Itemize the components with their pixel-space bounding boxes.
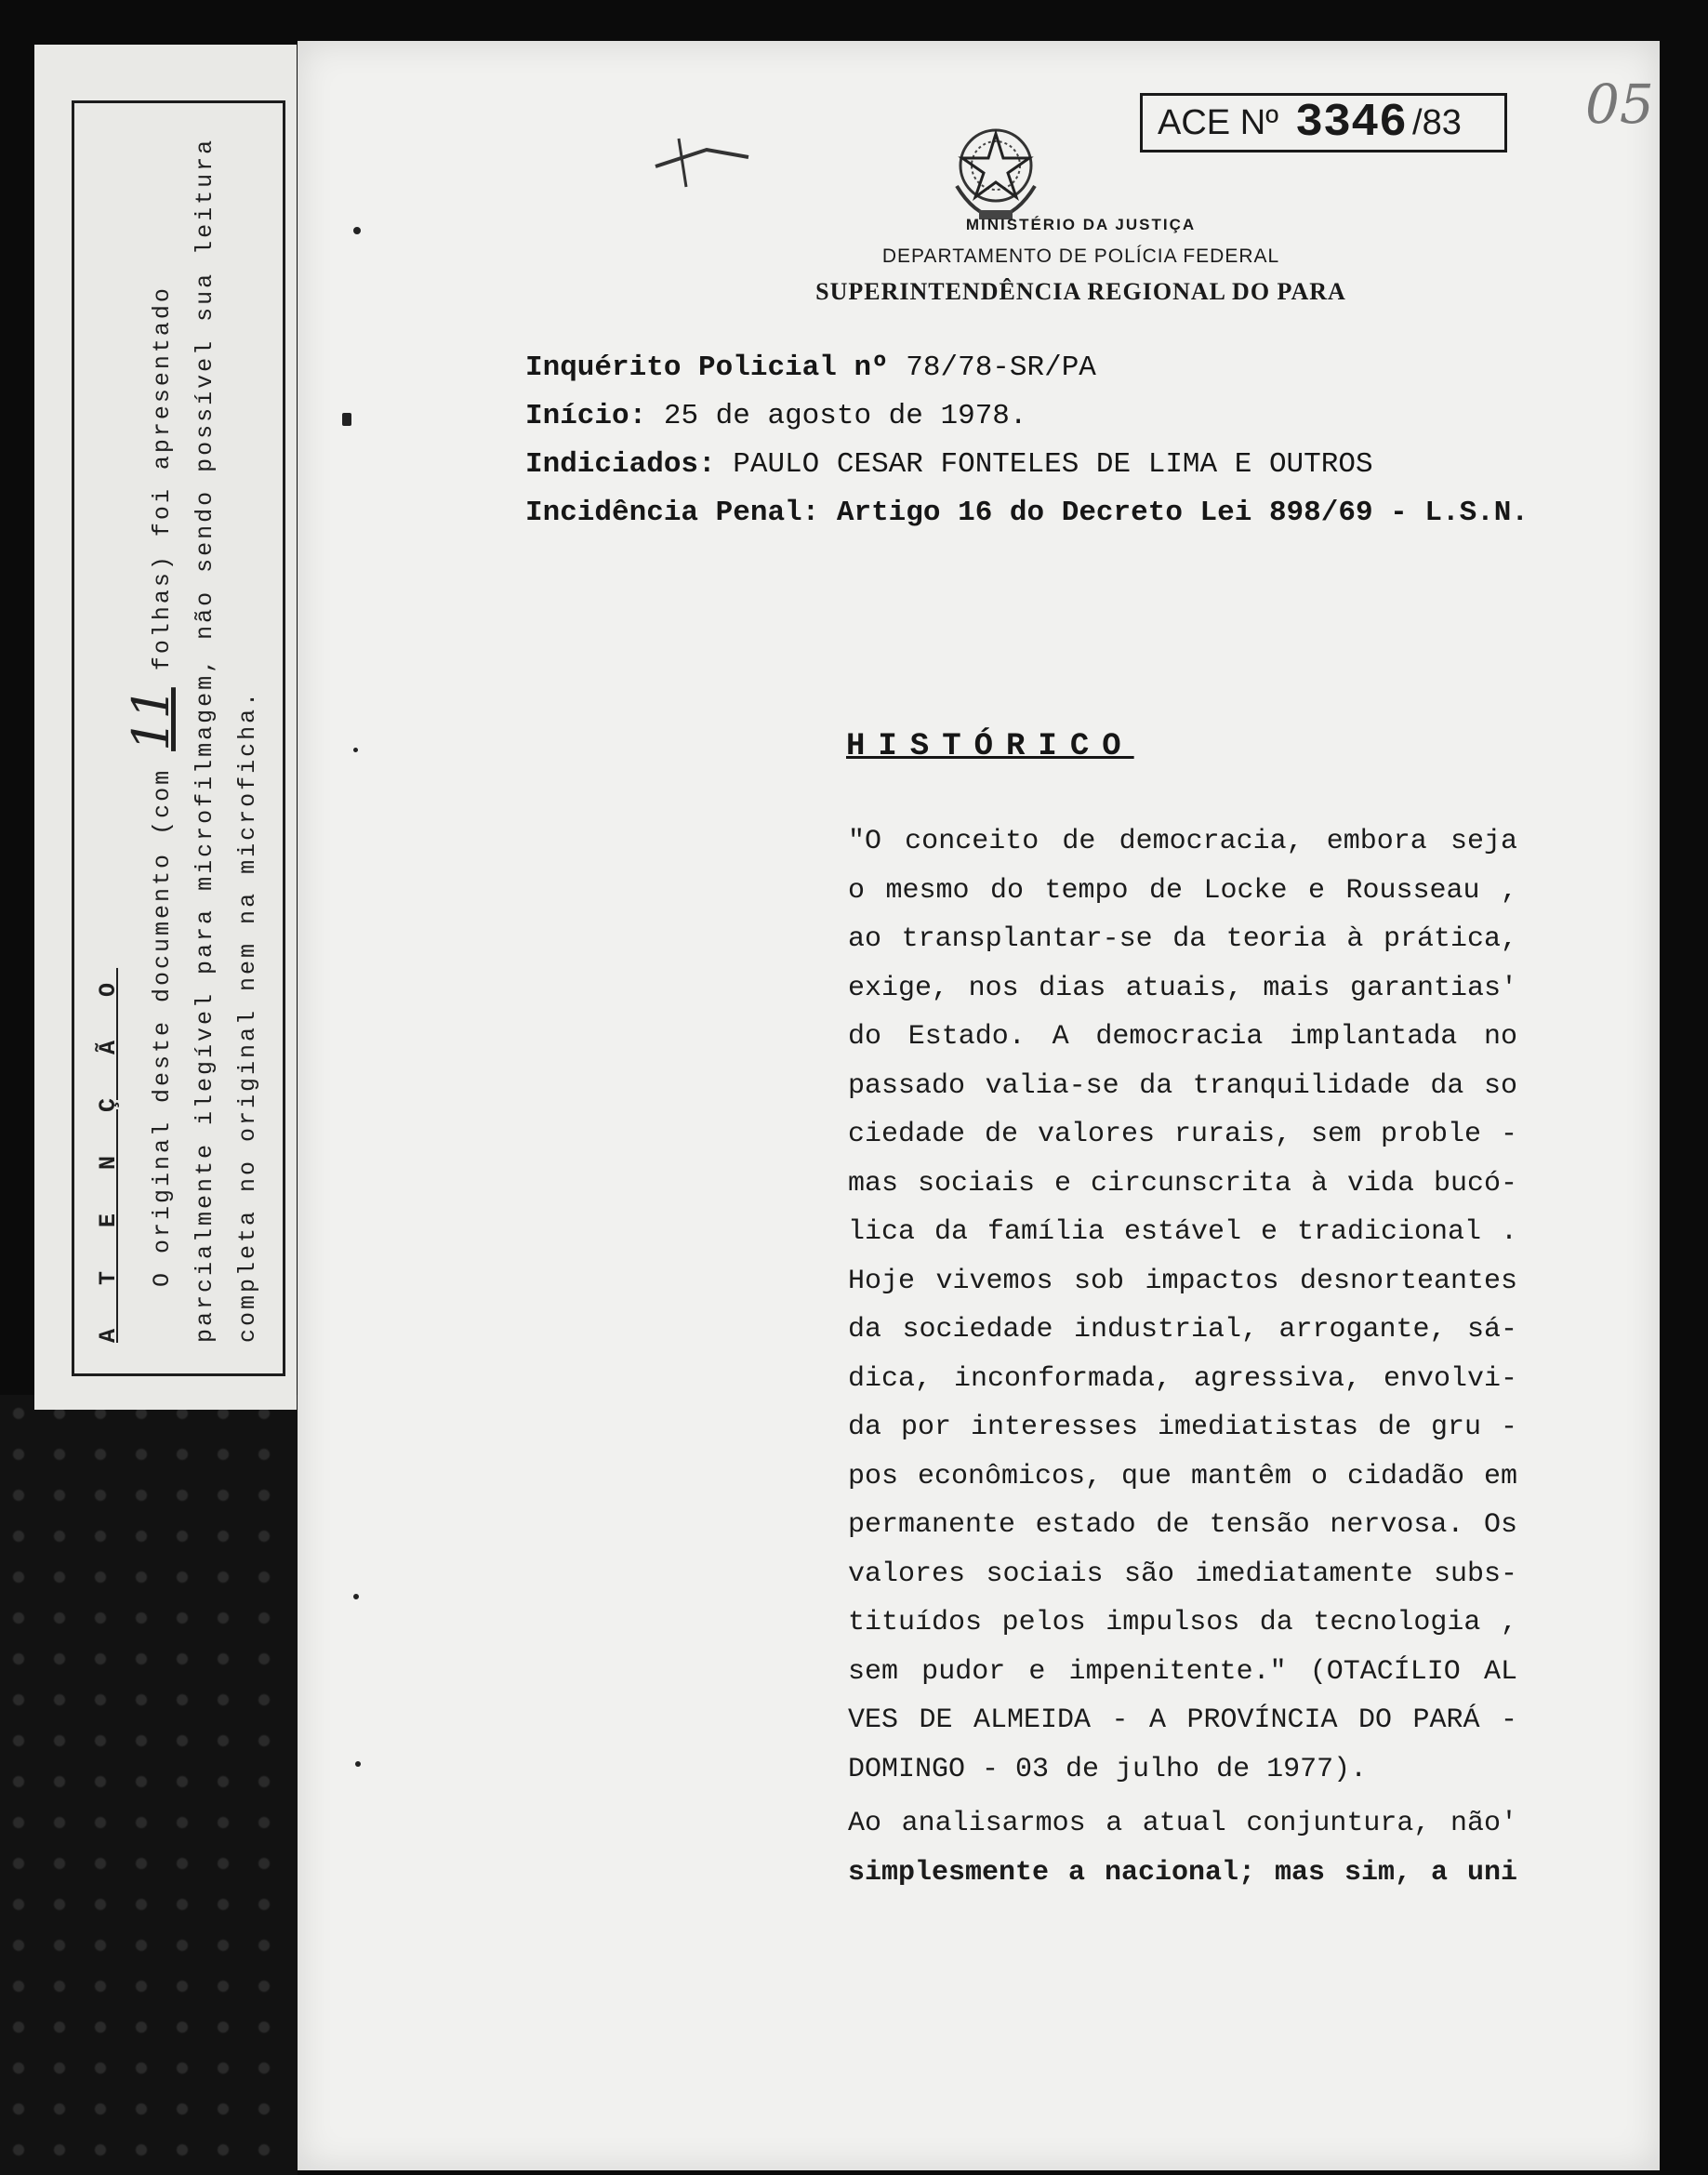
punch-mark (353, 227, 361, 234)
body-line: do Estado. A democracia implantada no (848, 1021, 1517, 1053)
body-line: mas sociais e circunscrita à vida bucó- (848, 1167, 1517, 1200)
brazil-coat-of-arms-icon (946, 121, 1046, 225)
historico-text (848, 817, 1517, 1897)
attention-line3: completa no original nem na microficha. (234, 689, 261, 1343)
body-line: dica, inconformada, agressiva, envolvi- (848, 1362, 1517, 1395)
attention-title: A T E N Ç Ã O (95, 967, 122, 1343)
punch-mark (342, 413, 351, 426)
accused-line (525, 441, 1529, 489)
body-line: permanente estado de tensão nervosa. Os (848, 1509, 1517, 1541)
punch-mark (353, 1594, 359, 1599)
microfiche-border (0, 1395, 298, 2175)
attention-slip-text (87, 134, 270, 1343)
attention-slip (34, 45, 297, 1410)
start-date-line (525, 392, 1529, 441)
body-line: simplesmente a nacional; mas sim, a uni (848, 1856, 1517, 1889)
ace-number: 3346 (1295, 96, 1408, 150)
start-label: Início: (525, 400, 647, 432)
inquiry-value: 78/78-SR/PA (906, 351, 1096, 384)
body-line: "O conceito de democracia, embora seja (848, 826, 1517, 857)
accused-label: Indiciados: (525, 448, 716, 481)
body-line: DOMINGO - 03 de julho de 1977). (848, 1753, 1368, 1785)
body-line: exige, nos dias atuais, mais garantias' (848, 972, 1517, 1004)
attention-line1-start: O original deste documento (com (149, 767, 176, 1287)
pen-marks (651, 129, 753, 194)
ace-year: /83 (1412, 102, 1462, 142)
penal-line (525, 489, 1529, 537)
body-line: Hoje vivemos sob impactos desnorteantes (848, 1265, 1517, 1297)
ministry-title: MINISTÉRIO DA JUSTIÇA (965, 216, 1197, 233)
case-info (525, 344, 1529, 537)
superintendence-title: SUPERINTENDÊNCIA REGIONAL DO PARA (815, 278, 1346, 305)
body-line: ciedade de valores rurais, sem proble - (848, 1119, 1517, 1150)
attention-line2: parcialmente ilegível para microfilmagem, não sendo possível sua leitura (192, 137, 218, 1343)
inquiry-line (525, 344, 1529, 392)
body-line: ao transplantar-se da teoria à prática, (848, 923, 1517, 955)
body-line: VES DE ALMEIDA - A PROVÍNCIA DO PARÁ - (848, 1704, 1517, 1736)
accused-value: PAULO CESAR FONTELES DE LIMA E OUTROS (733, 448, 1373, 481)
section-heading: HISTÓRICO (846, 729, 1134, 764)
body-line: pos econômicos, que mantêm o cidadão em (848, 1460, 1517, 1492)
attention-line1-end: folhas) foi apresentado (149, 285, 176, 671)
body-line: tituídos pelos impulsos da tecnologia , (848, 1607, 1517, 1638)
ace-number-box (1140, 93, 1507, 153)
handwritten-page-number: 05 (1585, 73, 1654, 136)
body-line: o mesmo do tempo de Locke e Rousseau , (848, 874, 1517, 907)
punch-mark (355, 1761, 361, 1767)
handwritten-page-count: 11 (122, 687, 180, 751)
body-line: Ao analisarmos a atual conjuntura, não' (848, 1808, 1517, 1839)
body-line: sem pudor e impenitente." (OTACÍLIO AL (848, 1655, 1517, 1688)
start-value: 25 de agosto de 1978. (663, 400, 1027, 432)
attention-slip-box (72, 100, 285, 1376)
body-line: passado valia-se da tranquilidade da so (848, 1069, 1517, 1102)
document-page (298, 41, 1660, 2170)
body-line: lica da família estável e tradicional . (848, 1216, 1517, 1248)
punch-mark (353, 748, 358, 752)
body-line: valores sociais são imediatamente subs- (848, 1558, 1517, 1590)
body-line: da por interesses imediatistas de gru - (848, 1412, 1517, 1443)
inquiry-label: Inquérito Policial nº (525, 351, 889, 384)
penal-label: Incidência Penal: (525, 497, 820, 529)
body-line: da sociedade industrial, arrogante, sá- (848, 1314, 1517, 1346)
department-title: DEPARTAMENTO DE POLÍCIA FEDERAL (881, 245, 1280, 267)
ace-label: ACE Nº (1158, 102, 1279, 142)
penal-value: Artigo 16 do Decreto Lei 898/69 - L.S.N. (836, 497, 1529, 529)
